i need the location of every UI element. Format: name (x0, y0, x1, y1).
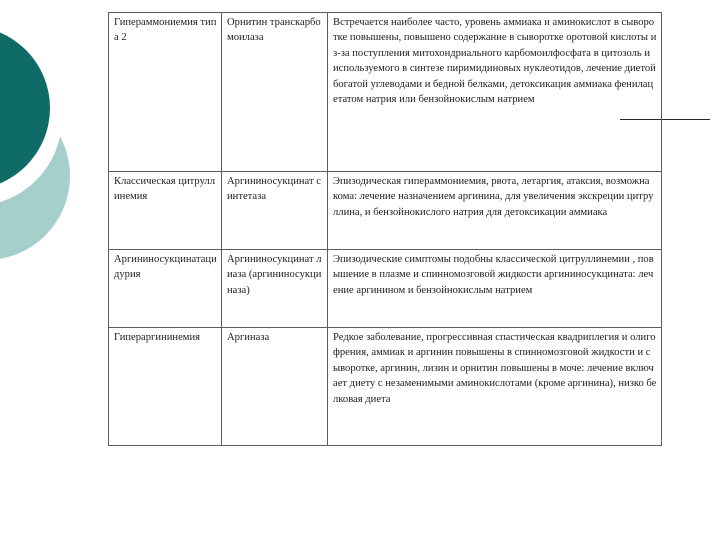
decorative-circles (0, 0, 90, 300)
enzyme-cell: Орнитин транскарбомоилаза (222, 13, 328, 172)
description-cell: Эпизодическая гипераммониемия, рвота, летаргия, атаксия, возможна кома: лечение назначением аргинина, для увеличения экскреции цитруллина, и бензойнокислого натрия для детоксикации аммиака (328, 172, 662, 250)
table-row (109, 250, 662, 328)
table-row (109, 328, 662, 446)
disease-cell: Гипераммониемия типа 2 (109, 13, 222, 172)
enzyme-cell: Аргиназа (222, 328, 328, 446)
description-cell: Редкое заболевание, прогрессивная спастическая квадриплегия и олигофрения, аммиак и аргинин повышены в спинномозговой жидкости и сыворотке, аргинин, лизин и орнитин повышены в моче: лечение включает диету с незаменимыми аминокислотами (кроме аргинина), низко белковая диета (328, 328, 662, 446)
enzyme-cell: Аргининосукцинат синтетаза (222, 172, 328, 250)
description-cell: Эпизодические симптомы подобны классической цитруллинемии , повышение в плазме и спинномозговой жидкости аргининосукцината: лечение аргинином и бензойнокислым натрием (328, 250, 662, 328)
disease-cell: Классическая цитруллинемия (109, 172, 222, 250)
description-cell: Встречается наиболее часто, уровень аммиака и аминокислот в сыворотке повышены, повышено содержание в сыворотке оротовой кислоты из-за поступления митохондриального карбомоилфосфата в цитозоль и используемого в синтезе пиримидиновых нуклеотидов, лечение диетой богатой углеводами и бедной белками, детоксикация аммиака фенилацетатом натрия или бензойнокислым натрием (328, 13, 662, 172)
table-row (109, 13, 662, 172)
enzyme-cell: Аргининосукцинат лиаза (аргининосукциназа) (222, 250, 328, 328)
urea-cycle-disorders-table (108, 12, 662, 446)
disease-cell: Аргининосукцинатацидурия (109, 250, 222, 328)
table-row (109, 172, 662, 250)
disease-cell: Гипераргининемия (109, 328, 222, 446)
